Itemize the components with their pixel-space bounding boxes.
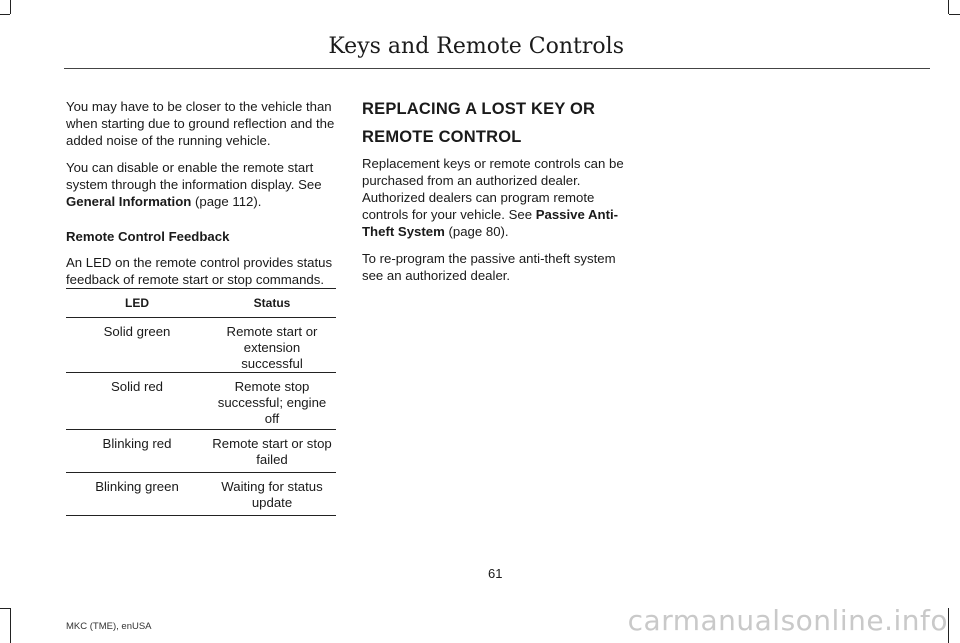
paragraph-disable-remote-start [66, 159, 336, 210]
left-column [66, 98, 336, 298]
table-cell-led: Solid green [103, 324, 171, 339]
crop-mark-bottom-left-h [0, 608, 10, 609]
page-reference: (page 112). [191, 194, 262, 209]
table-cell-status: Remote stop successful; engine off [217, 379, 327, 426]
page-header-title: Keys and Remote Controls [328, 34, 624, 59]
subheading-remote-control-feedback: Remote Control Feedback [66, 229, 230, 244]
page-number: 61 [488, 566, 503, 581]
crop-mark-bottom-left-v [10, 608, 11, 643]
link-passive-anti-theft-system[interactable]: Passive Anti-Theft System [362, 207, 619, 239]
section-title-line-1: REPLACING A LOST KEY OR [362, 100, 596, 118]
crop-mark-top-left-v [10, 0, 11, 14]
table-cell-status: Waiting for status update [221, 479, 323, 510]
table-row [66, 318, 336, 373]
section-title [362, 98, 632, 148]
link-general-information[interactable]: General Information [66, 194, 192, 209]
right-column [362, 98, 632, 294]
paragraph-ground-reflection: You may have to be closer to the vehicle than when starting due to ground reflection and the added noise of the running vehicle. [66, 99, 335, 148]
section-title-line-2: REMOTE CONTROL [362, 128, 522, 146]
led-status-table [66, 288, 336, 516]
crop-mark-top-left-h [0, 14, 10, 15]
paragraph-replacement-keys [362, 155, 632, 240]
page-reference: (page 80). [444, 224, 509, 239]
table-row [66, 430, 336, 473]
paragraph-text: You can disable or enable the remote start system through the information display. See [66, 160, 322, 192]
paragraph-text: Replacement keys or remote controls can be purchased from an authorized dealer. Authorized dealers can program remote controls for your vehicle. See [362, 156, 624, 222]
table-cell-led: Blinking red [102, 436, 172, 451]
table-cell-led: Blinking green [95, 479, 179, 494]
table-row [66, 473, 336, 516]
crop-mark-top-right-v [948, 0, 949, 14]
header-divider [64, 68, 930, 69]
crop-mark-bottom-right-v [948, 608, 949, 643]
table-header-led: LED [125, 296, 149, 310]
crop-mark-top-right-h [949, 14, 960, 15]
table-row [66, 373, 336, 430]
table-header-row [66, 289, 336, 318]
watermark: carmanualsonline.info [627, 604, 948, 637]
paragraph-reprogram: To re-program the passive anti-theft system see an authorized dealer. [362, 251, 616, 283]
table-cell-status: Remote start or stop failed [212, 436, 332, 467]
table-header-status: Status [253, 296, 291, 310]
table-cell-status: Remote start or extension successful [226, 324, 318, 371]
document-id: MKC (TME), enUSA [66, 621, 152, 632]
paragraph-led-feedback: An LED on the remote control provides status feedback of remote start or stop commands. [66, 255, 333, 287]
table-cell-led: Solid red [110, 379, 164, 394]
